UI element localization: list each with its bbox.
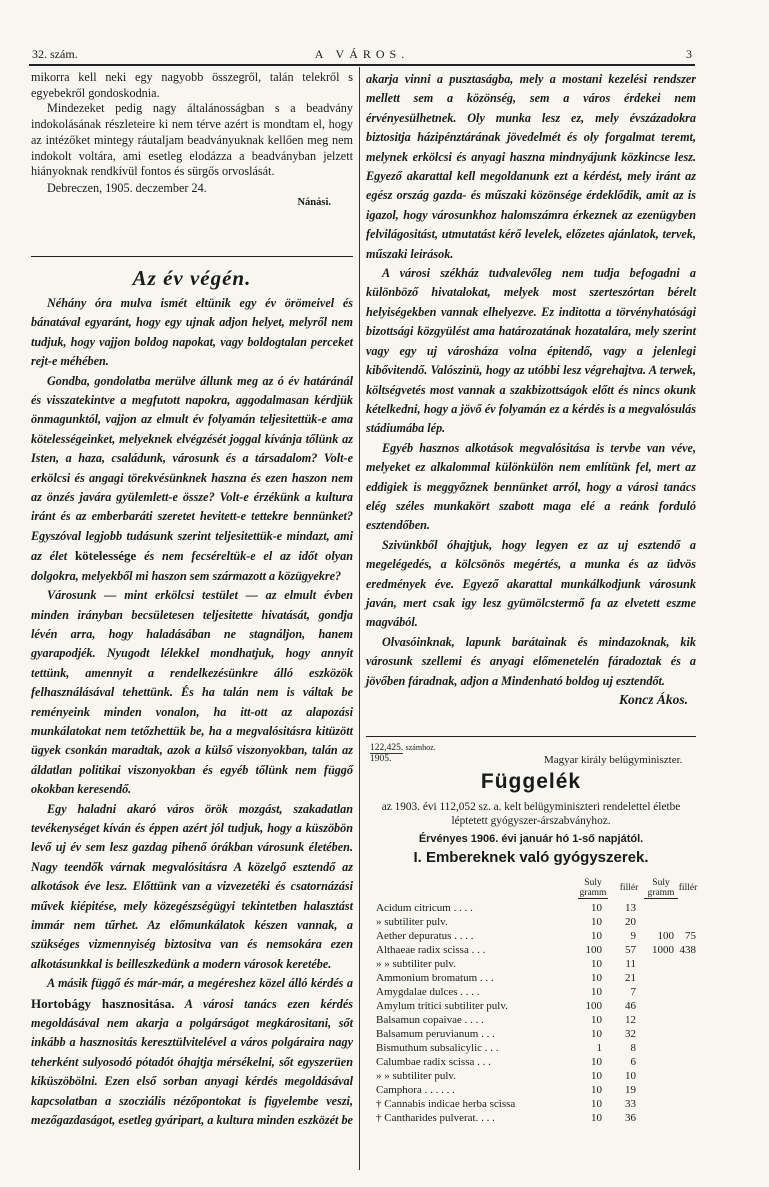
drug-name: » subtiliter pulv. <box>376 916 448 928</box>
price-filler: 10 <box>625 1070 636 1082</box>
drug-name: » » subtiliter pulv. <box>376 958 456 970</box>
table-row <box>366 916 696 930</box>
paragraph: Mindezeket pedig nagy általánosságban s a beadvány indokolásának részleteire ki nem térve azért is mondtam el, hogy az intézőket mintegy ráutaljam beadványuknak kellően meg nem indokolt voltára, ami esetleg elodázza a beadványban jelzett hiányoknak rendkívül fontos és sürgős orvoslását. <box>31 101 353 179</box>
table-row <box>366 930 696 944</box>
newspaper-title: A VÁROS. <box>314 47 410 61</box>
essay-continuation <box>366 70 696 708</box>
drug-name: Aether depuratus . . . . <box>376 930 474 942</box>
paragraph: mikorra kell neki egy nagyobb összegről, talán telekről s egyebekről gondoskodnia. <box>31 70 353 100</box>
ref-label: számhoz. <box>405 743 436 752</box>
paragraph: akarja vinni a pusztaságba, mely a mostani kezelési rendszer mellett sem a közönség, sem a város érdekei nem érvényesülhetnek. Oly munka lesz ez, mely évszázadokra biztositja házipénztárának jövedelmét és oly forgalmat teremt, melynek erkölcsi és anyagi haszna mindnyájunk közkincse lesz. Egyező akarattal kell megoldanunk ezt a kérdést, mely iránt az egész ország gazda- és műszaki közönsége érdeklődik, amit az is igazol, hogy városunkhoz halomszámra érkeznek az ezenügyben felvilágositást, utmutatást kérő levelek, előzetes ajánlatok, tervek, műszaki leirások. <box>366 72 696 261</box>
drug-name: Amygdalae dulces . . . . <box>376 986 480 998</box>
unit-weight: Suly <box>652 878 670 888</box>
author-signature: Koncz Ákos. <box>618 692 688 707</box>
table-row <box>366 1056 696 1070</box>
price-filler: 32 <box>625 1028 636 1040</box>
price-filler: 12 <box>625 1014 636 1026</box>
price-filler: 36 <box>625 1112 636 1124</box>
table-row <box>366 1042 696 1056</box>
column-divider <box>359 67 360 1170</box>
ref-number: 122,425. <box>370 743 404 753</box>
appendix-title: Függelék <box>480 770 582 793</box>
unit-filler: fillér <box>619 883 639 893</box>
price-filler: 13 <box>625 902 636 914</box>
drug-name: Althaeae radix scissa . . . <box>376 944 486 956</box>
drug-name: Camphora . . . . . . <box>376 1084 455 1096</box>
paragraph: Néhány óra mulva ismét eltünik egy év örömeivel és bánatával egyaránt, hogy egy ujnak adjon helyet, melyről nem tudjuk, hogy vajjon boldog napokat, vagy boldogtalan perceket rejt-e méhében. <box>31 296 353 369</box>
drug-name: Acidum citricum . . . . <box>376 902 473 914</box>
paragraph <box>31 372 353 586</box>
unit-gram: gramm <box>579 888 607 898</box>
dateline: Debreczen, 1905. deczember 24. <box>47 180 207 195</box>
drug-name: † Cantharides pulverat. . . . <box>376 1112 495 1124</box>
running-header <box>32 47 692 65</box>
weight-gram: 10 <box>591 1014 602 1026</box>
weight-gram: 10 <box>591 958 602 970</box>
weight-gram: 10 <box>591 930 602 942</box>
weight-gram: 10 <box>591 1070 602 1082</box>
table-row <box>366 986 696 1000</box>
price-filler: 57 <box>625 944 636 956</box>
price-filler: 7 <box>630 986 636 998</box>
article-separator <box>366 736 696 737</box>
paragraph: Városunk — mint erkölcsi testület — az elmult évben minden irányban becsületesen teljesitette hivatását, gondja lévén arra, hogy haladásában ne stagnáljon, hanem gyarapodjék. Nyugodt lélekkel mondhatjuk, hogy annyit tettünk, amennyit a rendelkezésünkre álló eszközök felhasználásával tehettünk. És ha talán nem is váltak be reményeink minden vonalon, ha itt-ott az alapozási munkálatokat nem tetőzhettük be, ha a megvalósitásra kitüzött ügyek csonkán maradtak, azok a külső viszonyokban, talán az áldatlan politikai viszonyokban és egyéb tőlünk nem függő okokban keresendő. <box>31 588 353 797</box>
header-rule <box>29 64 695 66</box>
effective-date: Érvényes 1906. évi január hó 1-ső napjától. <box>418 833 644 845</box>
drug-name: Amylum tritici subtiliter pulv. <box>376 1000 508 1012</box>
text-run: A városi tanács ezen kérdés megoldásával nem akarja a polgárságot megkárositani, sőt inkább a hasznositás keresztülvitelével a város polgáraira nagy teherként sulyosodó pótadót óhajtja mérsékelni, sőt egyszerüen kiküszöbölni. Ezen első sorban anyagi kérdés megoldásával kapcsolatban a szocziális nézőpontokat is figyelembe veszi, mezőgazdaságot, esetleg gyáripart, a kultura minden eszközét be <box>31 996 353 1128</box>
unit-gram: gramm <box>644 888 678 899</box>
table-row <box>366 972 696 986</box>
price-filler: 20 <box>625 916 636 928</box>
price-table <box>366 902 696 1126</box>
unit-header <box>644 878 678 899</box>
price-filler-large: 75 <box>685 930 696 942</box>
table-row <box>366 1000 696 1014</box>
paragraph: Szivünkből óhajtjuk, hogy legyen ez az uj esztendő a megelégedés, a kölcsönös megértés, a munka és az üdvös eredmények éve. Egyező akarattal munkálkodjunk városunk javán, mert csak igy lesz gyümölcstermő fa az elvetett eszme magvából. <box>366 537 696 630</box>
unit-header <box>578 878 608 899</box>
text-run: A másik függő és már-már, a megéreshez közel álló kérdés a <box>47 976 353 991</box>
article-title: Az év végén. <box>132 266 252 290</box>
table-row <box>366 958 696 972</box>
weight-gram: 10 <box>591 1098 602 1110</box>
drug-name: Calumbae radix scissa . . . <box>376 1056 491 1068</box>
essay-body <box>31 294 353 1130</box>
table-row <box>366 1070 696 1084</box>
paragraph: Egy haladni akaró város örök mozgást, szakadatlan tevékenységet kíván és éppen azért jól tudjuk, hogy a küszöbön levő uj év sem lesz gazdag pihenő órákban városunk életében. Nagy teendők várnak megvalósitásra A közelgő esztendő az alkotások éve lesz. Előttünk van a vizvezetéki és csatornázási művek kiépitése, mely közegészségügyi tekintetben halasztást immár nem tűrhet. Az előmunkálatok készen vannak, a szükséges vizmennyiség biztositva van és nemsokára ezen alkotásunkkal is beilleszkedünk a modern városok keretébe. <box>31 801 353 971</box>
price-filler: 11 <box>625 958 636 970</box>
weight-gram: 100 <box>585 944 602 956</box>
drug-name: Balsamun copaivae . . . . <box>376 1014 484 1026</box>
price-filler: 19 <box>625 1084 636 1096</box>
drug-name: Balsamum peruvianum . . . <box>376 1028 495 1040</box>
table-row <box>366 944 696 958</box>
section-heading: I. Embereknek való gyógyszerek. <box>413 849 649 866</box>
weight-gram: 10 <box>591 1028 602 1040</box>
table-row <box>366 1084 696 1098</box>
table-row <box>366 1028 696 1042</box>
article-separator <box>31 256 353 257</box>
decree-text: az 1903. évi 112,052 sz. a. kelt belügyminiszteri rendelettel életbe léptetett gyógyszer-árszabványhoz. <box>381 801 681 827</box>
unit-weight: Suly <box>584 878 602 888</box>
table-row <box>366 1098 696 1112</box>
weight-gram: 10 <box>591 986 602 998</box>
weight-gram: 10 <box>591 972 602 984</box>
ref-year: 1905. <box>370 754 392 764</box>
paragraph: A városi székház tudvalevőleg nem tudja befogadni a különböző hivatalokat, melyek most szerteszórtan bérelt helyiségekben vannak elhelyezve. Ez inditotta a törvényhatósági bizottsági közgyülést ama határozatának hozatalára, mely szerint vagy egy uj városháza volna épitendő, vagy a jelenlegi kibővitendő. Valószinü, hogy az utóbbi lesz végrehajtva. A terwek, költségvetés most vannak a szakbizottságok előtt és nincs okunk kételkedni, hogy a jövő év folyamán ez a kérdés is a megvalósulás stádiumába lép. <box>366 266 696 436</box>
page-number: 3 <box>686 47 692 61</box>
weight-gram-large: 1000 <box>652 944 674 956</box>
drug-name: Ammonium bromatum . . . <box>376 972 494 984</box>
previous-article-end <box>31 70 353 208</box>
weight-gram: 10 <box>591 902 602 914</box>
price-filler: 46 <box>625 1000 636 1012</box>
weight-gram: 1 <box>596 1042 602 1054</box>
text-run: és nem fecséreltük-e el az időt olyan dolgokra, melyekből mi haszon sem származott a közügyekre? <box>31 549 354 583</box>
price-filler: 8 <box>630 1042 636 1054</box>
table-row <box>366 1014 696 1028</box>
drug-name: † Cannabis indicae herba scissa <box>376 1098 516 1110</box>
drug-name: » » subtiliter pulv. <box>376 1070 456 1082</box>
text-run: Gondba, gondolatba merülve állunk meg az ó év határánál és visszatekintve a megfutott napokra, aggodalmasan kérdjük önmagunktól, vajjon az elmult év folyamán teljesitettük-e ama kötelességeinket, melyeknek elvégzését joggal kívánja tőlünk az Isten, a haza, családunk, városunk és a társadalom? Volt-e erkölcsi és angagi törekvésünknek haszna és ezen haszon nem az önzés javára gyülemlett-e össze? Volt-e érzékünk a kultura iránt és az emberbaráti szeretet hevitett-e tettekre bennünket? Egyszóval legjobb tudásunk szerint teljesitettük-e mindazt, ami az élet <box>31 373 353 564</box>
weight-gram: 100 <box>585 1000 602 1012</box>
reference-number <box>370 742 436 765</box>
unit-filler: fillér <box>678 883 698 893</box>
weight-gram: 10 <box>591 1084 602 1096</box>
author-signature: Nánási. <box>297 196 331 208</box>
issuing-agency: Magyar király belügyminiszter. <box>544 754 683 766</box>
price-filler: 21 <box>625 972 636 984</box>
price-filler: 6 <box>630 1056 636 1068</box>
table-row <box>366 1112 696 1126</box>
emphasis: kötelessége <box>74 548 137 564</box>
issue-number: 32. szám. <box>32 47 78 61</box>
drug-name: Bismuthum subsalicylic . . . <box>376 1042 499 1054</box>
weight-gram-large: 100 <box>657 930 674 942</box>
weight-gram: 10 <box>591 1112 602 1124</box>
weight-gram: 10 <box>591 916 602 928</box>
paragraph <box>31 974 353 1130</box>
price-filler-large: 438 <box>679 944 696 956</box>
emphasis: Hortobágy hasznositása. <box>31 995 175 1011</box>
paragraph: Olvasóinknak, lapunk barátainak és mindazoknak, kik városunk szellemi és anyagi előmenetelén fáradoztak és a jövőben fáradnak, adjon a Mindenható boldog uj esztendőt. <box>366 634 696 688</box>
paragraph: Egyéb hasznos alkotások megvalósitása is tervbe van véve, melyeket ez alkalommal különkülön nem említünk fel, mert az eddigiek is meggyőznek bennünket arról, hogy a városi tanács elég széles munkakört szabott maga elé a reánk forduló esztendőben. <box>366 440 696 533</box>
table-row <box>366 902 696 916</box>
weight-gram: 10 <box>591 1056 602 1068</box>
price-filler: 9 <box>630 930 636 942</box>
price-filler: 33 <box>625 1098 636 1110</box>
